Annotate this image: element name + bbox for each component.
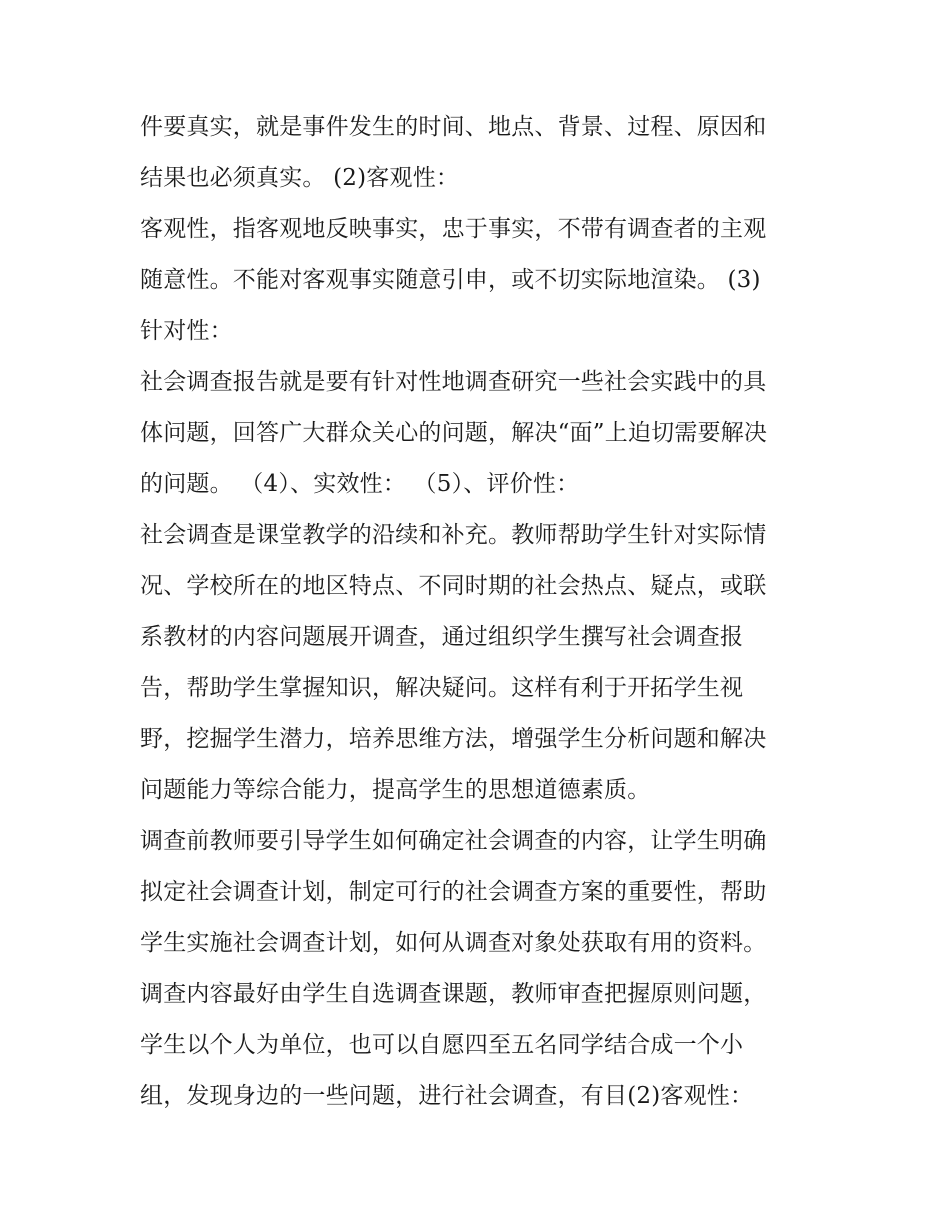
text-line: 件要真实，就是事件发生的时间、地点、背景、过程、原因和 xyxy=(140,114,767,140)
text-line: 问题能力等综合能力，提高学生的思想道德素质。 xyxy=(140,777,651,803)
text-line: 结果也必须真实。 (2)客观性： xyxy=(140,165,460,191)
text-line: 系教材的内容问题展开调查，通过组织学生撰写社会调查报 xyxy=(140,624,744,650)
text-line: 体问题，回答广大群众关心的问题，解决“面”上迫切需要解决 xyxy=(140,420,768,446)
text-line: 野，挖掘学生潜力，培养思维方法，增强学生分析问题和解决 xyxy=(140,726,767,752)
text-line: 况、学校所在的地区特点、不同时期的社会热点、疑点，或联 xyxy=(140,573,767,599)
text-line: 组，发现身边的一些问题，进行社会调查，有目(2)客观性： xyxy=(140,1083,754,1109)
text-line: 学生实施社会调查计划，如何从调查对象处获取有用的资料。 xyxy=(140,930,767,956)
text-line: 拟定社会调查计划，制定可行的社会调查方案的重要性，帮助 xyxy=(140,879,767,905)
text-line: 随意性。不能对客观事实随意引申，或不切实际地渲染。 (3) xyxy=(140,267,761,293)
text-line: 社会调查报告就是要有针对性地调查研究一些社会实践中的具 xyxy=(140,369,767,395)
text-line: 学生以个人为单位，也可以自愿四至五名同学结合成一个小 xyxy=(140,1032,744,1058)
text-line: 客观性，指客观地反映事实，忠于事实，不带有调查者的主观 xyxy=(140,216,767,242)
text-line: 针对性： xyxy=(140,318,233,344)
document-body xyxy=(140,102,820,1122)
text-line: 告，帮助学生掌握知识，解决疑问。这样有利于开拓学生视 xyxy=(140,675,744,701)
text-line: 调查内容最好由学生自选调查课题，教师审查把握原则问题， xyxy=(140,981,767,1007)
text-line: 社会调查是课堂教学的沿续和补充。教师帮助学生针对实际情 xyxy=(140,522,767,548)
text-line: 的问题。 （4）、实效性： （5）、评价性： xyxy=(140,471,580,497)
text-line: 调查前教师要引导学生如何确定社会调查的内容，让学生明确 xyxy=(140,828,767,854)
